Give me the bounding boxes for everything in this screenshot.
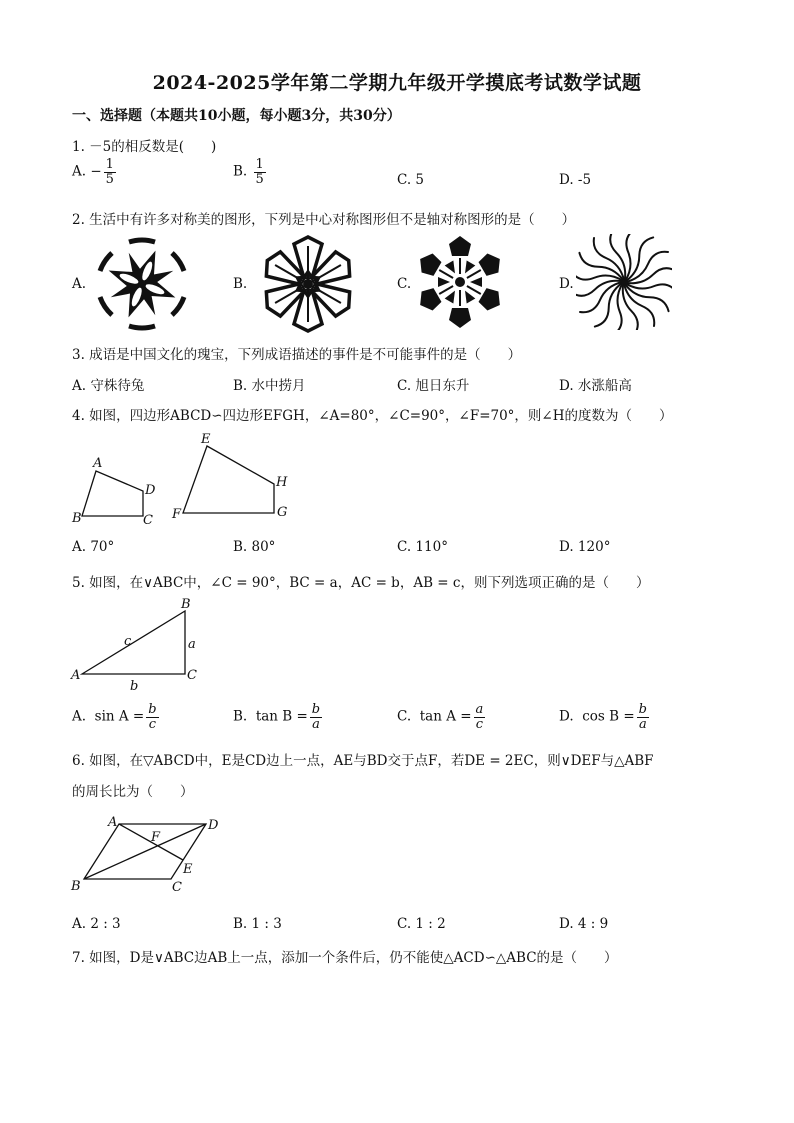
question-2-option-a[interactable]: A.: [72, 276, 87, 292]
question-1-option-a[interactable]: A. − $\frac{1}{5}$: [72, 157, 114, 187]
question-6-option-c[interactable]: C. 1 : 2: [397, 916, 446, 932]
question-5-option-b[interactable]: B. tan B = $\frac{b}{a}$: [233, 702, 321, 732]
label-side-c: c: [124, 634, 132, 649]
question-2-option-d[interactable]: D.: [559, 276, 574, 292]
figure-2a-star: [94, 236, 190, 332]
question-3-stem: 3. 成语是中国文化的瑰宝，下列成语描述的事件是不可能事件的是（ ）: [72, 347, 522, 363]
question-2-option-b[interactable]: B.: [233, 276, 248, 292]
question-5-option-c[interactable]: C. tan A = $\frac{a}{c}$: [397, 702, 484, 732]
question-4-option-d[interactable]: D. 120°: [559, 539, 611, 555]
question-2-option-c[interactable]: C.: [397, 276, 412, 292]
label-e: E: [183, 862, 193, 877]
label-c: C: [172, 880, 182, 895]
label-b-vertex: B: [181, 597, 191, 612]
question-5-option-d[interactable]: D. cos B = $\frac{b}{a}$: [559, 702, 647, 732]
label-a: A: [108, 815, 118, 830]
question-1-stem: 1. －5的相反数是( ): [72, 139, 217, 155]
question-5-option-a[interactable]: A. sin A = $\frac{b}{c}$: [72, 702, 157, 732]
label-a-vertex: A: [71, 668, 81, 683]
question-4-option-b[interactable]: B. 80°: [233, 539, 276, 555]
fraction: $\frac{1}{5}$: [105, 157, 114, 187]
figure-4-quadrilaterals: [66, 428, 306, 528]
label-a: A: [93, 456, 103, 471]
label-side-a: a: [188, 637, 196, 652]
question-3-option-d[interactable]: D. 水涨船高: [559, 378, 632, 394]
figure-5-right-triangle: [66, 596, 216, 692]
question-4-option-c[interactable]: C. 110°: [397, 539, 448, 555]
question-3-option-a[interactable]: A. 守株待兔: [72, 378, 145, 394]
label-e: E: [201, 432, 211, 447]
question-1-option-c[interactable]: C. 5: [397, 172, 425, 188]
question-1-option-b[interactable]: B. $\frac{1}{5}$: [233, 157, 264, 187]
fraction: $\frac{1}{5}$: [255, 157, 264, 187]
question-6-stem-line1: 6. 如图，在▽ABCD中，E是CD边上一点，AE与BD交于点F，若DE = 2EC，则∨DEF与△ABF: [72, 753, 654, 769]
figure-2d-spiral: [576, 234, 672, 330]
question-5-stem: 5. 如图，在∨ABC中，∠C = 90°，BC = a，AC = b，AB = c，则下列选项正确的是（ ）: [72, 575, 650, 591]
question-4-option-a[interactable]: A. 70°: [72, 539, 115, 555]
section-heading: 一、选择题（本题共10小题，每小题3分，共30分）: [72, 108, 401, 124]
figure-2c-pentagon-flower: [412, 234, 508, 330]
label-c: C: [143, 513, 153, 528]
label-c-vertex: C: [187, 668, 197, 683]
question-4-stem: 4. 如图，四边形ABCD∽四边形EFGH，∠A=80°，∠C=90°，∠F=70°，则∠H的度数为（ ）: [72, 408, 673, 424]
label-d: D: [145, 483, 156, 498]
question-6-stem-line2: 的周长比为（ ）: [72, 784, 194, 800]
question-2-stem: 2. 生活中有许多对称美的图形，下列是中心对称图形但不是轴对称图形的是（ ）: [72, 212, 576, 228]
question-6-option-a[interactable]: A. 2 : 3: [72, 916, 121, 932]
question-3-option-c[interactable]: C. 旭日东升: [397, 378, 470, 394]
figure-2b-snowflake: [253, 234, 363, 334]
question-7-stem: 7. 如图，D是∨ABC边AB上一点，添加一个条件后，仍不能使△ACD∽△ABC的是（ ）: [72, 950, 618, 966]
label-f: F: [151, 830, 161, 845]
question-3-option-b[interactable]: B. 水中捞月: [233, 378, 306, 394]
question-1-option-d[interactable]: D. -5: [559, 172, 592, 188]
figure-6-parallelogram: [66, 808, 236, 898]
label-f: F: [172, 507, 182, 522]
label-b: B: [71, 879, 81, 894]
label-h: H: [276, 475, 288, 490]
label-side-b: b: [130, 679, 139, 692]
question-6-option-b[interactable]: B. 1 : 3: [233, 916, 282, 932]
label-d: D: [208, 818, 219, 833]
question-6-option-d[interactable]: D. 4 : 9: [559, 916, 609, 932]
exam-title: 2024-2025学年第二学期九年级开学摸底考试数学试题: [152, 72, 642, 94]
label-g: G: [277, 505, 288, 520]
label-b: B: [72, 511, 82, 526]
